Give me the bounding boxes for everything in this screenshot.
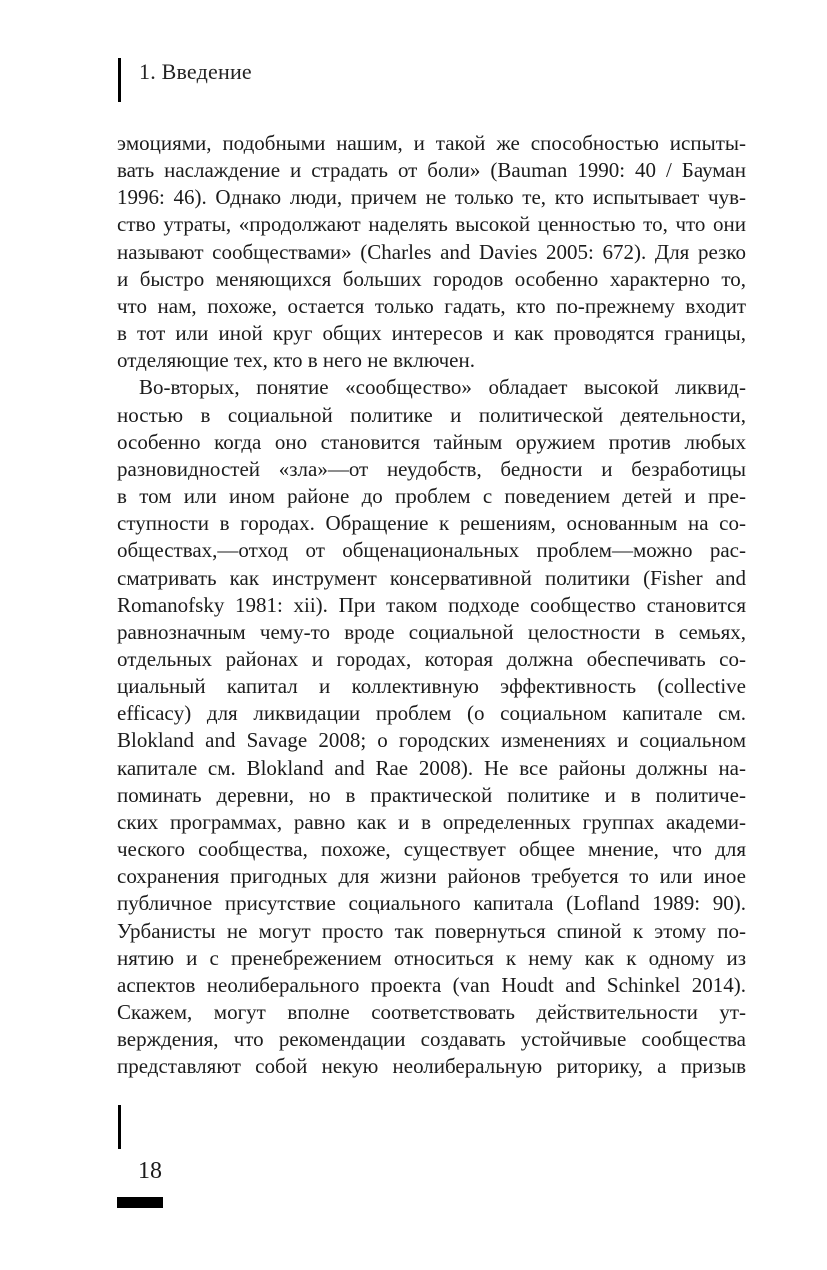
text-line: нятию и с пренебрежением относиться к нему как к одному из [117, 945, 746, 970]
text-line: разновидностей «зла»—от неудобств, бедности и безработицы [117, 456, 746, 481]
chapter-title: 1. Введение [139, 59, 252, 84]
text-line: 1996: 46). Однако люди, причем не только те, кто испытывает чув- [117, 185, 746, 210]
text-line: Blokland and Savage 2008; о городских изменениях и социальном [117, 728, 746, 753]
page-number: 18 [138, 1158, 162, 1184]
text-line: вать наслаждение и страдать от боли» (Bauman 1990: 40 / Бауман [117, 158, 746, 183]
text-line: особенно когда оно становится тайным оружием против любых [117, 429, 746, 454]
text-line: Romanofsky 1981: xii). При таком подходе сообщество становится [117, 592, 746, 617]
text-line: и быстро меняющихся больших городов особенно характерно то, [117, 266, 746, 291]
margin-marker-bottom [118, 1105, 121, 1149]
text-line: аспектов неолиберального проекта (van Houdt and Schinkel 2014). [117, 972, 746, 997]
text-line: ностью в социальной политике и политической деятельности, [117, 402, 746, 427]
text-line: называют сообществами» (Charles and Davies 2005: 672). Для резко [117, 239, 746, 264]
text-line: Урбанисты не могут просто так повернуться спиной к этому по- [117, 918, 746, 943]
text-line: отделяющие тех, кто в него не включен. [117, 348, 475, 373]
text-line: Во-вторых, понятие «сообщество» обладает высокой ликвид- [139, 375, 746, 400]
text-line: Скажем, могут вполне соответствовать действительности ут- [117, 1000, 746, 1024]
text-line: ческого сообщества, похоже, существует общее мнение, что для [117, 837, 746, 862]
text-line: циальный капитал и коллективную эффективность (collective [117, 674, 746, 699]
text-line: efficacy) для ликвидации проблем (о социальном капитале см. [117, 701, 746, 726]
text-line: ступности в городах. Обращение к решениям, основанным на со- [117, 511, 746, 536]
text-line: публичное присутствие социального капитала (Lofland 1989: 90). [117, 891, 746, 916]
text-line: поминать деревни, но в практической политике и в политиче- [117, 782, 746, 807]
text-line: равнозначным чему-то вроде социальной целостности в семьях, [117, 619, 746, 644]
text-line: в том или ином районе до проблем с поведением детей и пре- [117, 484, 746, 509]
text-line: обществах,—отход от общенациональных проблем—можно рас- [117, 538, 746, 563]
body-text [117, 130, 746, 1080]
text-line: сохранения пригодных для жизни районов требуется то или иное [117, 864, 746, 889]
text-line: верждения, что рекомендации создавать устойчивые сообщества [117, 1027, 746, 1052]
text-line: отдельных районах и городах, которая должна обеспечивать со- [117, 646, 746, 671]
text-line: что нам, похоже, остается только гадать, кто по-прежнему входит [117, 293, 746, 318]
text-line: ских программах, равно как и в определенных группах академи- [117, 809, 746, 834]
text-line: эмоциями, подобными нашим, и такой же способностью испыты- [117, 131, 746, 155]
text-line: ство утраты, «продолжают наделять высокой ценностью то, что они [117, 212, 746, 237]
text-line: капитале см. Blokland and Rae 2008). Не все районы должны на- [117, 755, 746, 780]
text-line: представляют собой некую неолиберальную риторику, а призыв [117, 1054, 746, 1079]
text-line: в тот или иной круг общих интересов и как проводятся границы, [117, 321, 746, 346]
footer-ink-block [117, 1197, 163, 1208]
margin-marker-top [118, 58, 121, 102]
text-line: сматривать как инструмент консервативной политики (Fisher and [117, 565, 746, 590]
